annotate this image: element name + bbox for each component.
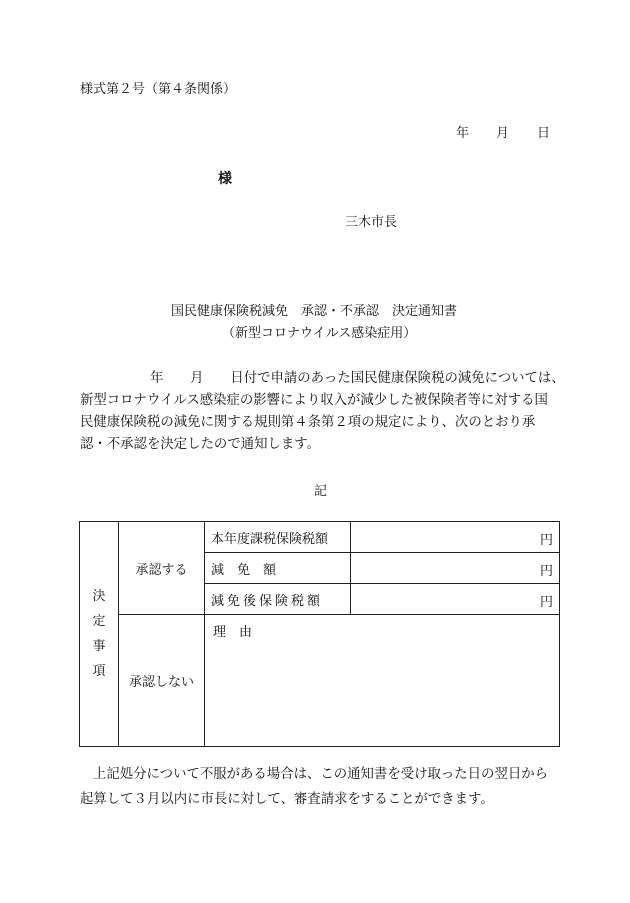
document-subtitle: （新型コロナウイルス感染症用） — [222, 326, 417, 341]
footer-line: 上記処分について不服がある場合は、この通知書を受け取った日の翌日から — [93, 767, 549, 782]
reason-cell — [205, 615, 560, 747]
category-cell — [80, 522, 119, 747]
value-cell-after — [351, 584, 560, 615]
date-day: 日 — [537, 126, 551, 141]
date-month: 月 — [496, 126, 510, 141]
footer-line: 起算して３月以内に市長に対して、審査請求をすることができます。 — [80, 792, 494, 807]
paragraph-line: 年 月 日付で申請のあった国民健康保険税の減免については、 — [150, 371, 565, 386]
category-label: 決定事項 — [92, 589, 106, 679]
ki-heading: 記 — [314, 484, 328, 499]
approve-label: 承認する — [135, 562, 188, 578]
approve-cell — [119, 522, 205, 615]
value-cell-tax — [351, 522, 560, 553]
reject-label: 承認しない — [128, 675, 194, 690]
row-label-after — [205, 584, 351, 615]
date-year: 年 — [456, 126, 470, 141]
form-label: 様式第２号（第４条関係） — [80, 82, 237, 97]
row-label-text: 減免後保険税額 — [211, 593, 324, 609]
row-label-text: 減 免 額 — [211, 562, 277, 578]
reason-label: 理 由 — [213, 625, 253, 640]
row-label-tax — [205, 522, 351, 553]
date-line — [456, 127, 550, 140]
value-cell-reduction — [351, 553, 560, 584]
row-label-text: 本年度課税保険税額 — [211, 531, 329, 547]
reject-cell — [119, 615, 205, 747]
document-title: 国民健康保険税減免 承認・不承認 決定通知書 — [171, 304, 458, 319]
yen-unit: 円 — [539, 533, 553, 548]
row-label-reduction — [205, 553, 351, 584]
recipient-suffix: 様 — [218, 171, 232, 187]
paragraph-line: 新型コロナウイルス感染症の影響により収入が減少した被保険者等に対する国 — [80, 393, 548, 408]
yen-unit: 円 — [539, 595, 553, 610]
yen-unit: 円 — [539, 564, 553, 579]
sender-name: 三木市長 — [345, 215, 398, 230]
paragraph-line: 認・不承認を決定したので通知します。 — [80, 437, 320, 452]
paragraph-line: 民健康保険税の減免に関する規則第４条第２項の規定により、次のとおり承 — [80, 415, 536, 430]
decision-table — [79, 521, 560, 747]
